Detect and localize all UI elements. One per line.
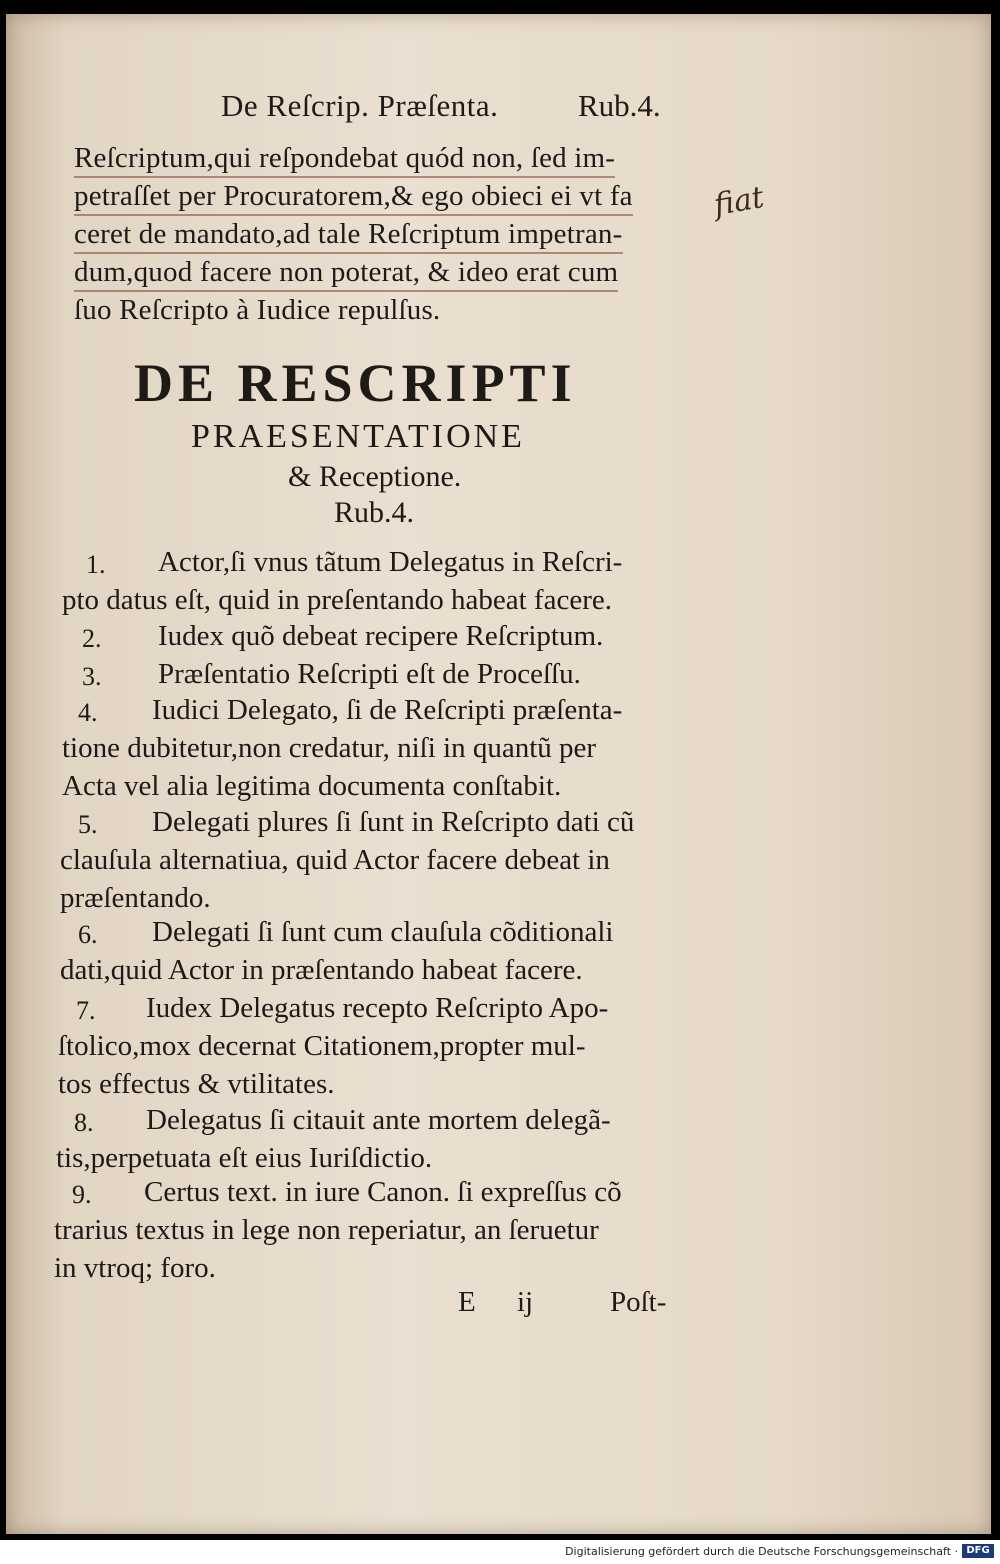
entry-line: Acta vel alia legitima documenta conſtabit. bbox=[62, 770, 562, 802]
entry-line: pto datus eſt, quid in preſentando habeat facere. bbox=[62, 584, 612, 616]
entry-line: Certus text. in iure Canon. ſi expreſſus cõ bbox=[144, 1176, 622, 1208]
signature-number: ij bbox=[517, 1286, 534, 1318]
entry-line: trarius textus in lege non reperiatur, an ſeruetur bbox=[54, 1214, 599, 1246]
catchword: Poſt- bbox=[610, 1286, 667, 1318]
continuation-line: petraſſet per Procuratorem,& ego obieci ei vt fa bbox=[74, 180, 633, 216]
section-subtitle-2: & Receptione. bbox=[288, 460, 462, 493]
entry-number: 6. bbox=[78, 920, 98, 949]
entry-number: 7. bbox=[76, 996, 96, 1025]
continuation-line: Reſcriptum,qui reſpondebat quód non, ſed im- bbox=[74, 142, 615, 178]
continuation-line: ſuo Reſcripto à Iudice repulſus. bbox=[74, 294, 441, 326]
funding-credit: Digitalisierung gefördert durch die Deutsche Forschungsgemeinschaft · bbox=[565, 1545, 958, 1558]
entry-line: in vtroq; foro. bbox=[54, 1252, 216, 1284]
entry-line: præſentando. bbox=[60, 882, 211, 914]
entry-line: tos effectus & vtilitates. bbox=[58, 1068, 335, 1100]
entry-number: 3. bbox=[82, 662, 102, 691]
entry-line: dati,quid Actor in præſentando habeat facere. bbox=[60, 954, 583, 986]
entry-line: ſtolico,mox decernat Citationem,propter mul- bbox=[58, 1030, 586, 1062]
entry-line: Iudici Delegato, ſi de Reſcripti præſenta- bbox=[152, 694, 623, 726]
entry-number: 5. bbox=[78, 810, 98, 839]
entry-line: Actor,ſi vnus tãtum Delegatus in Reſcri- bbox=[158, 546, 623, 578]
dfg-logo: DFG bbox=[962, 1544, 994, 1558]
entry-line: Iudex Delegatus recepto Reſcripto Apo- bbox=[146, 992, 609, 1024]
entry-number: 1. bbox=[86, 550, 106, 579]
entry-line: tis,perpetuata eſt eius Iuriſdictio. bbox=[56, 1142, 433, 1174]
entry-line: Delegatus ſi citauit ante mortem delegã- bbox=[146, 1104, 611, 1136]
running-rubric: Rub.4. bbox=[578, 88, 661, 123]
handwritten-margin-note: fiat bbox=[711, 179, 767, 224]
entry-line: Præſentatio Reſcripti eſt de Proceſſu. bbox=[158, 658, 581, 690]
book-page bbox=[6, 14, 991, 1534]
entry-number: 9. bbox=[72, 1180, 92, 1209]
section-rubric: Rub.4. bbox=[334, 496, 415, 529]
entry-line: Iudex quõ debeat recipere Reſcriptum. bbox=[158, 620, 604, 652]
entry-line: clauſula alternatiua, quid Actor facere debeat in bbox=[60, 844, 610, 876]
entry-line: Delegati ſi ſunt cum clauſula cõditionali bbox=[152, 916, 614, 948]
digitization-footer bbox=[0, 1540, 1000, 1564]
continuation-line: ceret de mandato,ad tale Reſcriptum impetran- bbox=[74, 218, 623, 254]
continuation-line: dum,quod facere non poterat, & ideo erat cum bbox=[74, 256, 618, 292]
entry-number: 8. bbox=[74, 1108, 94, 1137]
entry-number: 4. bbox=[78, 698, 98, 727]
running-title: De Reſcrip. Præſenta. bbox=[221, 88, 499, 123]
entry-line: Delegati plures ſi ſunt in Reſcripto dati cũ bbox=[152, 806, 635, 838]
entry-line: tione dubitetur,non credatur, niſi in quantũ per bbox=[62, 732, 597, 764]
section-subtitle: PRAESENTATIONE bbox=[191, 418, 525, 455]
section-title: DE RESCRIPTI bbox=[134, 353, 577, 413]
entry-number: 2. bbox=[82, 624, 102, 653]
signature-mark: E bbox=[458, 1286, 476, 1318]
